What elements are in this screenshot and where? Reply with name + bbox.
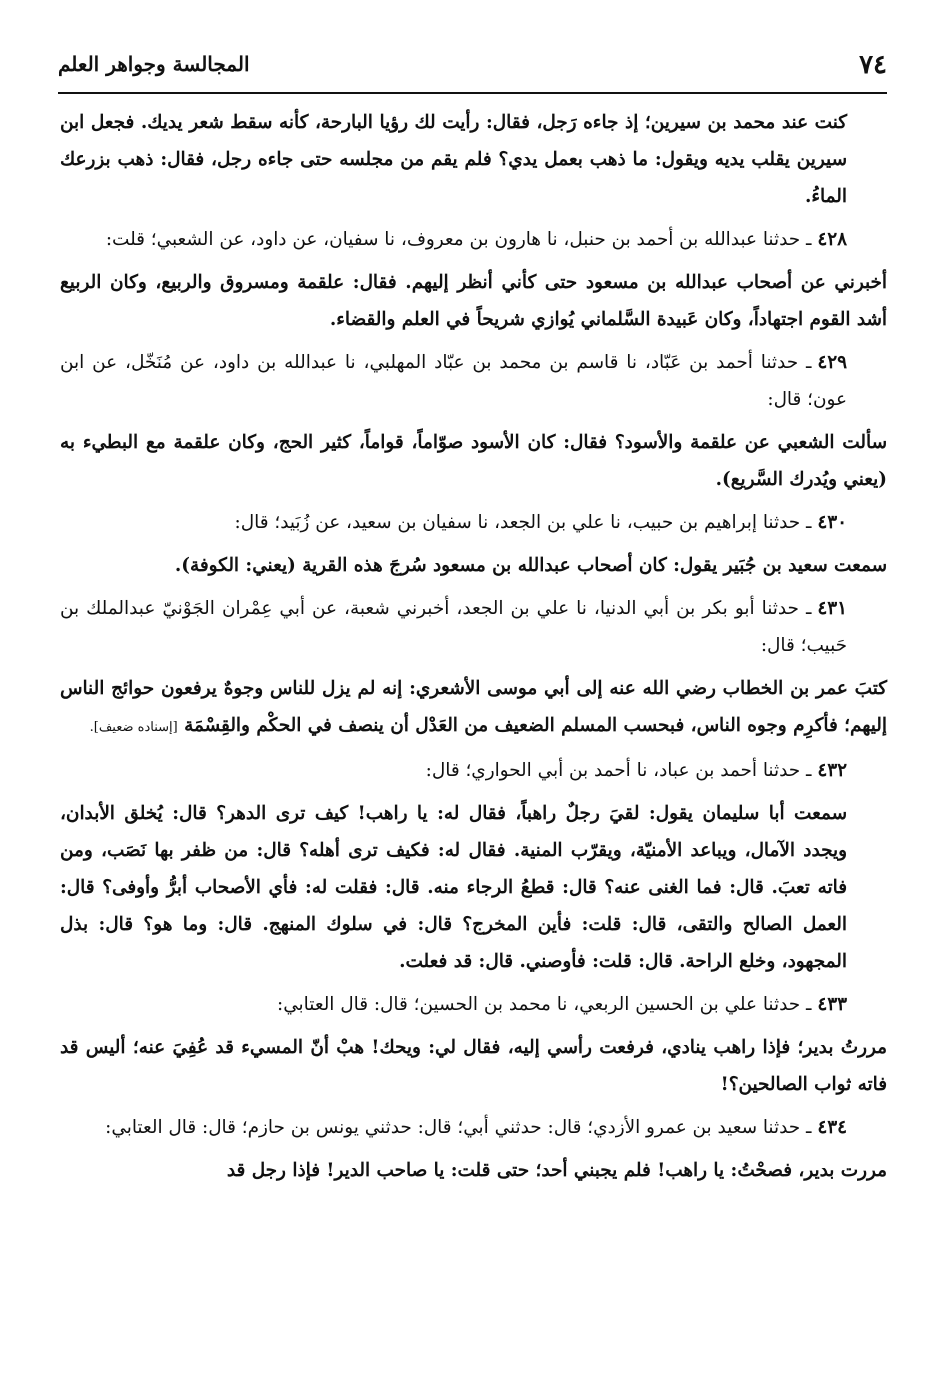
hadith-number: ٤٢٨ — [817, 229, 847, 250]
paragraph-text: مررت بدير، فصحْتُ: يا راهب! فلم يجبني أحد؛ حتى قلت: يا صاحب الدير! فإذا رجل قد — [226, 1160, 887, 1181]
hadith-number: ٤٣٣ — [817, 994, 847, 1015]
narration-paragraph — [60, 1029, 887, 1103]
narration-paragraph — [60, 104, 887, 215]
paragraph-text: ـ حدثنا أحمد بن عَبّاد، نا قاسم بن محمد بن عبّاد المهلبي، نا عبدالله بن داود، عن مُنَخّل، عن ابن عون؛ قال: — [60, 352, 847, 410]
paragraph-text: سمعت سعيد بن جُبَير يقول: كان أصحاب عبدالله بن مسعود سُرجَ هذه القرية (يعني: الكوفة). — [174, 555, 887, 576]
paragraph-text: ـ حدثنا علي بن الحسين الربعي، نا محمد بن الحسين؛ قال: قال العتابي: — [277, 994, 812, 1015]
header-rule — [58, 92, 887, 94]
paragraph-text: مررتُ بدير؛ فإذا راهب ينادي، فرفعت رأسي إليه، فقال لي: ويحك! هبْ أنّ المسيء قد عُفِيَ عنه؛ أليس قد فاته ثواب الصالحين؟! — [60, 1037, 887, 1095]
hadith-number: ٤٣٢ — [817, 760, 847, 781]
isnad-paragraph — [60, 504, 887, 541]
hadith-number: ٤٣٠ — [817, 512, 847, 533]
paragraph-text: ـ حدثنا سعيد بن عمرو الأزدي؛ قال: حدثني أبي؛ قال: حدثني يونس بن حازم؛ قال: قال العتابي: — [105, 1117, 812, 1138]
paragraph-text: ـ حدثنا عبدالله بن أحمد بن حنبل، نا هارون بن معروف، نا سفيان، عن داود، عن الشعبي؛ قلت: — [105, 229, 812, 250]
paragraph-text: سمعت أبا سليمان يقول: لقيَ رجلٌ راهباً، فقال له: يا راهب! كيف ترى الدهر؟ قال: يُخلق الأبدان، ويجدد الآمال، ويباعد الأمنيّة، ويقرّب المنية. فقال له: فكيف ترى أهله؟ قال: من ظفر بها نَصَب، ومن فاته تعبَ. قال: فما الغنى عنه؟ قال: قطعُ الرجاء منه. قال: فقلت له: فأي الأصحاب أبرُّ وأوفى؟ قال: العمل الصالح والتقى، قال: قلت: فأين المخرج؟ قال: في سلوك المنهج. قال: وما هو؟ قال: بذل المجهود، وخلع الراحة. قال: قلت: فأوصني. قال: قد فعلت. — [60, 803, 847, 972]
paragraph-text: كتبَ عمر بن الخطاب رضي الله عنه إلى أبي موسى الأشعري: إنه لم يزل للناس وجوهٌ يرفعون حوائج الناس إليهم؛ فأكرِم وجوه الناس، فبحسب المسلم الضعيف من العَدْل أن ينصف في الحكْم والقِسْمَة — [60, 678, 887, 736]
paragraph-text: كنت عند محمد بن سيرين؛ إذ جاءه رَجل، فقال: رأيت لك رؤيا البارحة، كأنه سقط شعر يديك. فجعل ابن سيرين يقلب يديه ويقول: ما ذهب بعمل يدي؟ فلم يقم من مجلسه حتى جاءه رجل، فقال: ذهب بزرعك الماءُ. — [60, 112, 847, 207]
paragraph-text: ـ حدثنا إبراهيم بن حبيب، نا علي بن الجعد، نا سفيان بن سعيد، عن زُبَيد؛ قال: — [234, 512, 812, 533]
narration-paragraph — [60, 1152, 887, 1189]
isnad-paragraph — [60, 221, 887, 258]
running-header — [58, 42, 887, 92]
paragraph-text: أخبرني عن أصحاب عبدالله بن مسعود حتى كأني أنظر إليهم. فقال: علقمة ومسروق والربيع، وكان الربيع أشد القوم اجتهاداً، وكان عَبيدة السَّلماني يُوازي شريحاً في العلم والقضاء. — [60, 272, 887, 330]
text-body — [60, 104, 887, 1189]
narration-paragraph — [60, 795, 887, 980]
hadith-number: ٤٢٩ — [817, 352, 847, 373]
paragraph-text: ـ حدثنا أحمد بن عباد، نا أحمد بن أبي الحواري؛ قال: — [425, 760, 812, 781]
running-title: المجالسة وجواهر العلم — [58, 52, 250, 76]
narration-paragraph — [60, 424, 887, 498]
chain-grading-note: [إسناده ضعيف]. — [89, 720, 178, 735]
hadith-number: ٤٣١ — [817, 598, 847, 619]
isnad-paragraph — [60, 1109, 887, 1146]
page-number: ٧٤ — [859, 50, 887, 80]
isnad-paragraph — [60, 986, 887, 1023]
narration-paragraph — [60, 547, 887, 584]
narration-paragraph — [60, 264, 887, 338]
narration-paragraph — [60, 670, 887, 746]
hadith-number: ٤٣٤ — [817, 1117, 847, 1138]
isnad-paragraph — [60, 344, 887, 418]
isnad-paragraph — [60, 590, 887, 664]
paragraph-text: سألت الشعبي عن علقمة والأسود؟ فقال: كان الأسود صوّاماً، قواماً، كثير الحج، وكان علقمة مع البطيء به (يعني ويُدرك السَّريع). — [60, 432, 887, 490]
paragraph-text: ـ حدثنا أبو بكر بن أبي الدنيا، نا علي بن الجعد، أخبرني شعبة، عن أبي عِمْران الجَوْنيّ عبدالملك بن حَبيب؛ قال: — [60, 598, 847, 656]
isnad-paragraph — [60, 752, 887, 789]
